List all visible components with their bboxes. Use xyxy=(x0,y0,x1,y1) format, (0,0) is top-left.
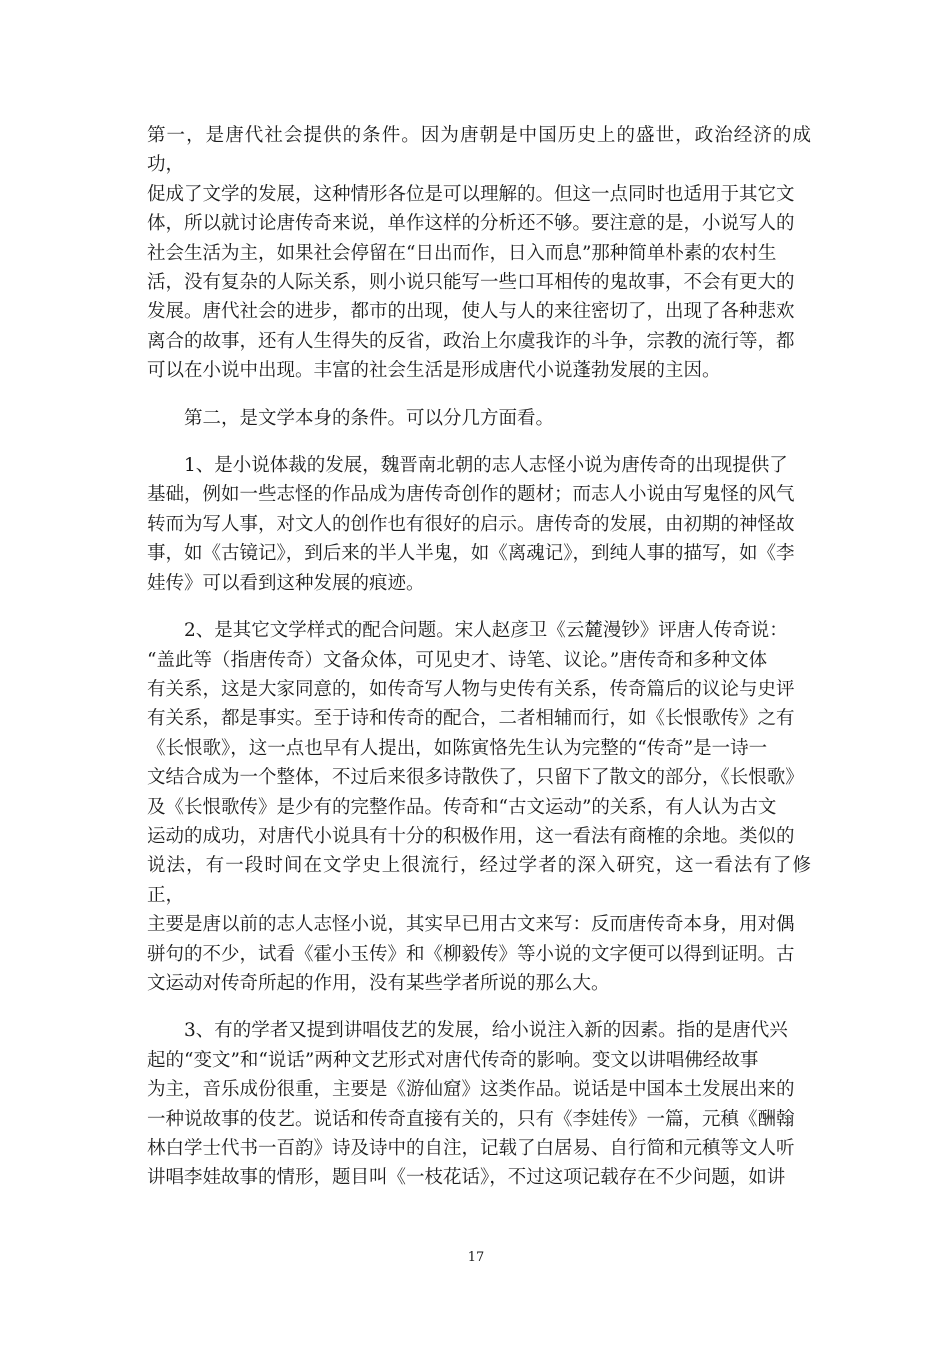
paragraph-literary-conditions: 第二，是文学本身的条件。可以分几方面看。 xyxy=(184,407,555,429)
paragraph-point-2-other-forms: 2、是其它文学样式的配合问题。宋人赵彦卫《云麓漫钞》评唐人传奇说： “盖此等（指唐传奇）文备众体，可见史才、诗笔、议论。”唐传奇和多种文体 有关系，这是大家同意的，如传奇写人物与史传有关系，传奇篇后的议论与史评 有关系，都是事实。至于诗和传奇的配合，二者相辅而行，如《长恨歌传》之有 《长恨歌》，这一点也早有人提出，如陈寅恪先生认为完整的“传奇”是一诗一 文结合成为一个整体，不过后来很多诗散佚了，只留下了散文的部分，《长恨歌》 及《长恨歌传》是少有的完整作品。传奇和“古文运动”的关系，有人认为古文 运动的成功，对唐代小说具有十分的积极作用，这一看法有商榷的余地。类似的 说法，有一段时间在文学史上很流行，经过学者的深入研究，这一看法有了修正， 主要是唐以前的志人志怪小说，其实早已用古文来写：反而唐传奇本身，用对偶 骈句的不少，试看《霍小玉传》和《柳毅传》等小说的文字便可以得到证明。古 文运动对传奇所起的作用，没有某些学者所说的那么大。 xyxy=(147,620,811,994)
paragraph-point-1-genre-development: 1、是小说体裁的发展，魏晋南北朝的志人志怪小说为唐传奇的出现提供了 基础，例如一些志怪的作品成为唐传奇创作的题材；而志人小说由写鬼怪的风气 转而为写人事，对文人的创作也有很好的启示。唐传奇的发展，由初期的神怪故 事，如《古镜记》，到后来的半人半鬼，如《离魂记》，到纯人事的描写，如《李 娃传》可以看到这种发展的痕迹。 xyxy=(147,455,795,594)
page-number: 17 xyxy=(467,1250,485,1265)
body-text xyxy=(147,121,811,1211)
paragraph-point-3-storytelling-arts: 3、有的学者又提到讲唱伎艺的发展，给小说注入新的因素。指的是唐代兴 起的“变文”和“说话”两种文艺形式对唐代传奇的影响。变文以讲唱佛经故事 为主，音乐成份很重，主要是《游仙窟》这类作品。说话是中国本土发展出来的 一种说故事的伎艺。说话和传奇直接有关的，只有《李娃传》一篇，元稹《酬翰 林白学士代书一百韵》诗及诗中的自注，记载了白居易、自行简和元稹等文人听 讲唱李娃故事的情形，题目叫《一枝花话》，不过这项记载存在不少问题，如讲 xyxy=(147,1020,795,1189)
paragraph-social-conditions: 第一，是唐代社会提供的条件。因为唐朝是中国历史上的盛世，政治经济的成功， 促成了文学的发展，这种情形各位是可以理解的。但这一点同时也适用于其它文 体，所以就讨论唐传奇来说，单作这样的分析还不够。要注意的是，小说写人的 社会生活为主，如果社会停留在“日出而作，日入而息”那种简单朴素的农村生 活，没有复杂的人际关系，则小说只能写一些口耳相传的鬼故事，不会有更大的 发展。唐代社会的进步，都市的出现，使人与人的来往密切了，出现了各种悲欢 离合的故事，还有人生得失的反省，政治上尔虞我诈的斗争，宗教的流行等，都 可以在小说中出现。丰富的社会生活是形成唐代小说蓬勃发展的主因。 xyxy=(147,125,811,382)
